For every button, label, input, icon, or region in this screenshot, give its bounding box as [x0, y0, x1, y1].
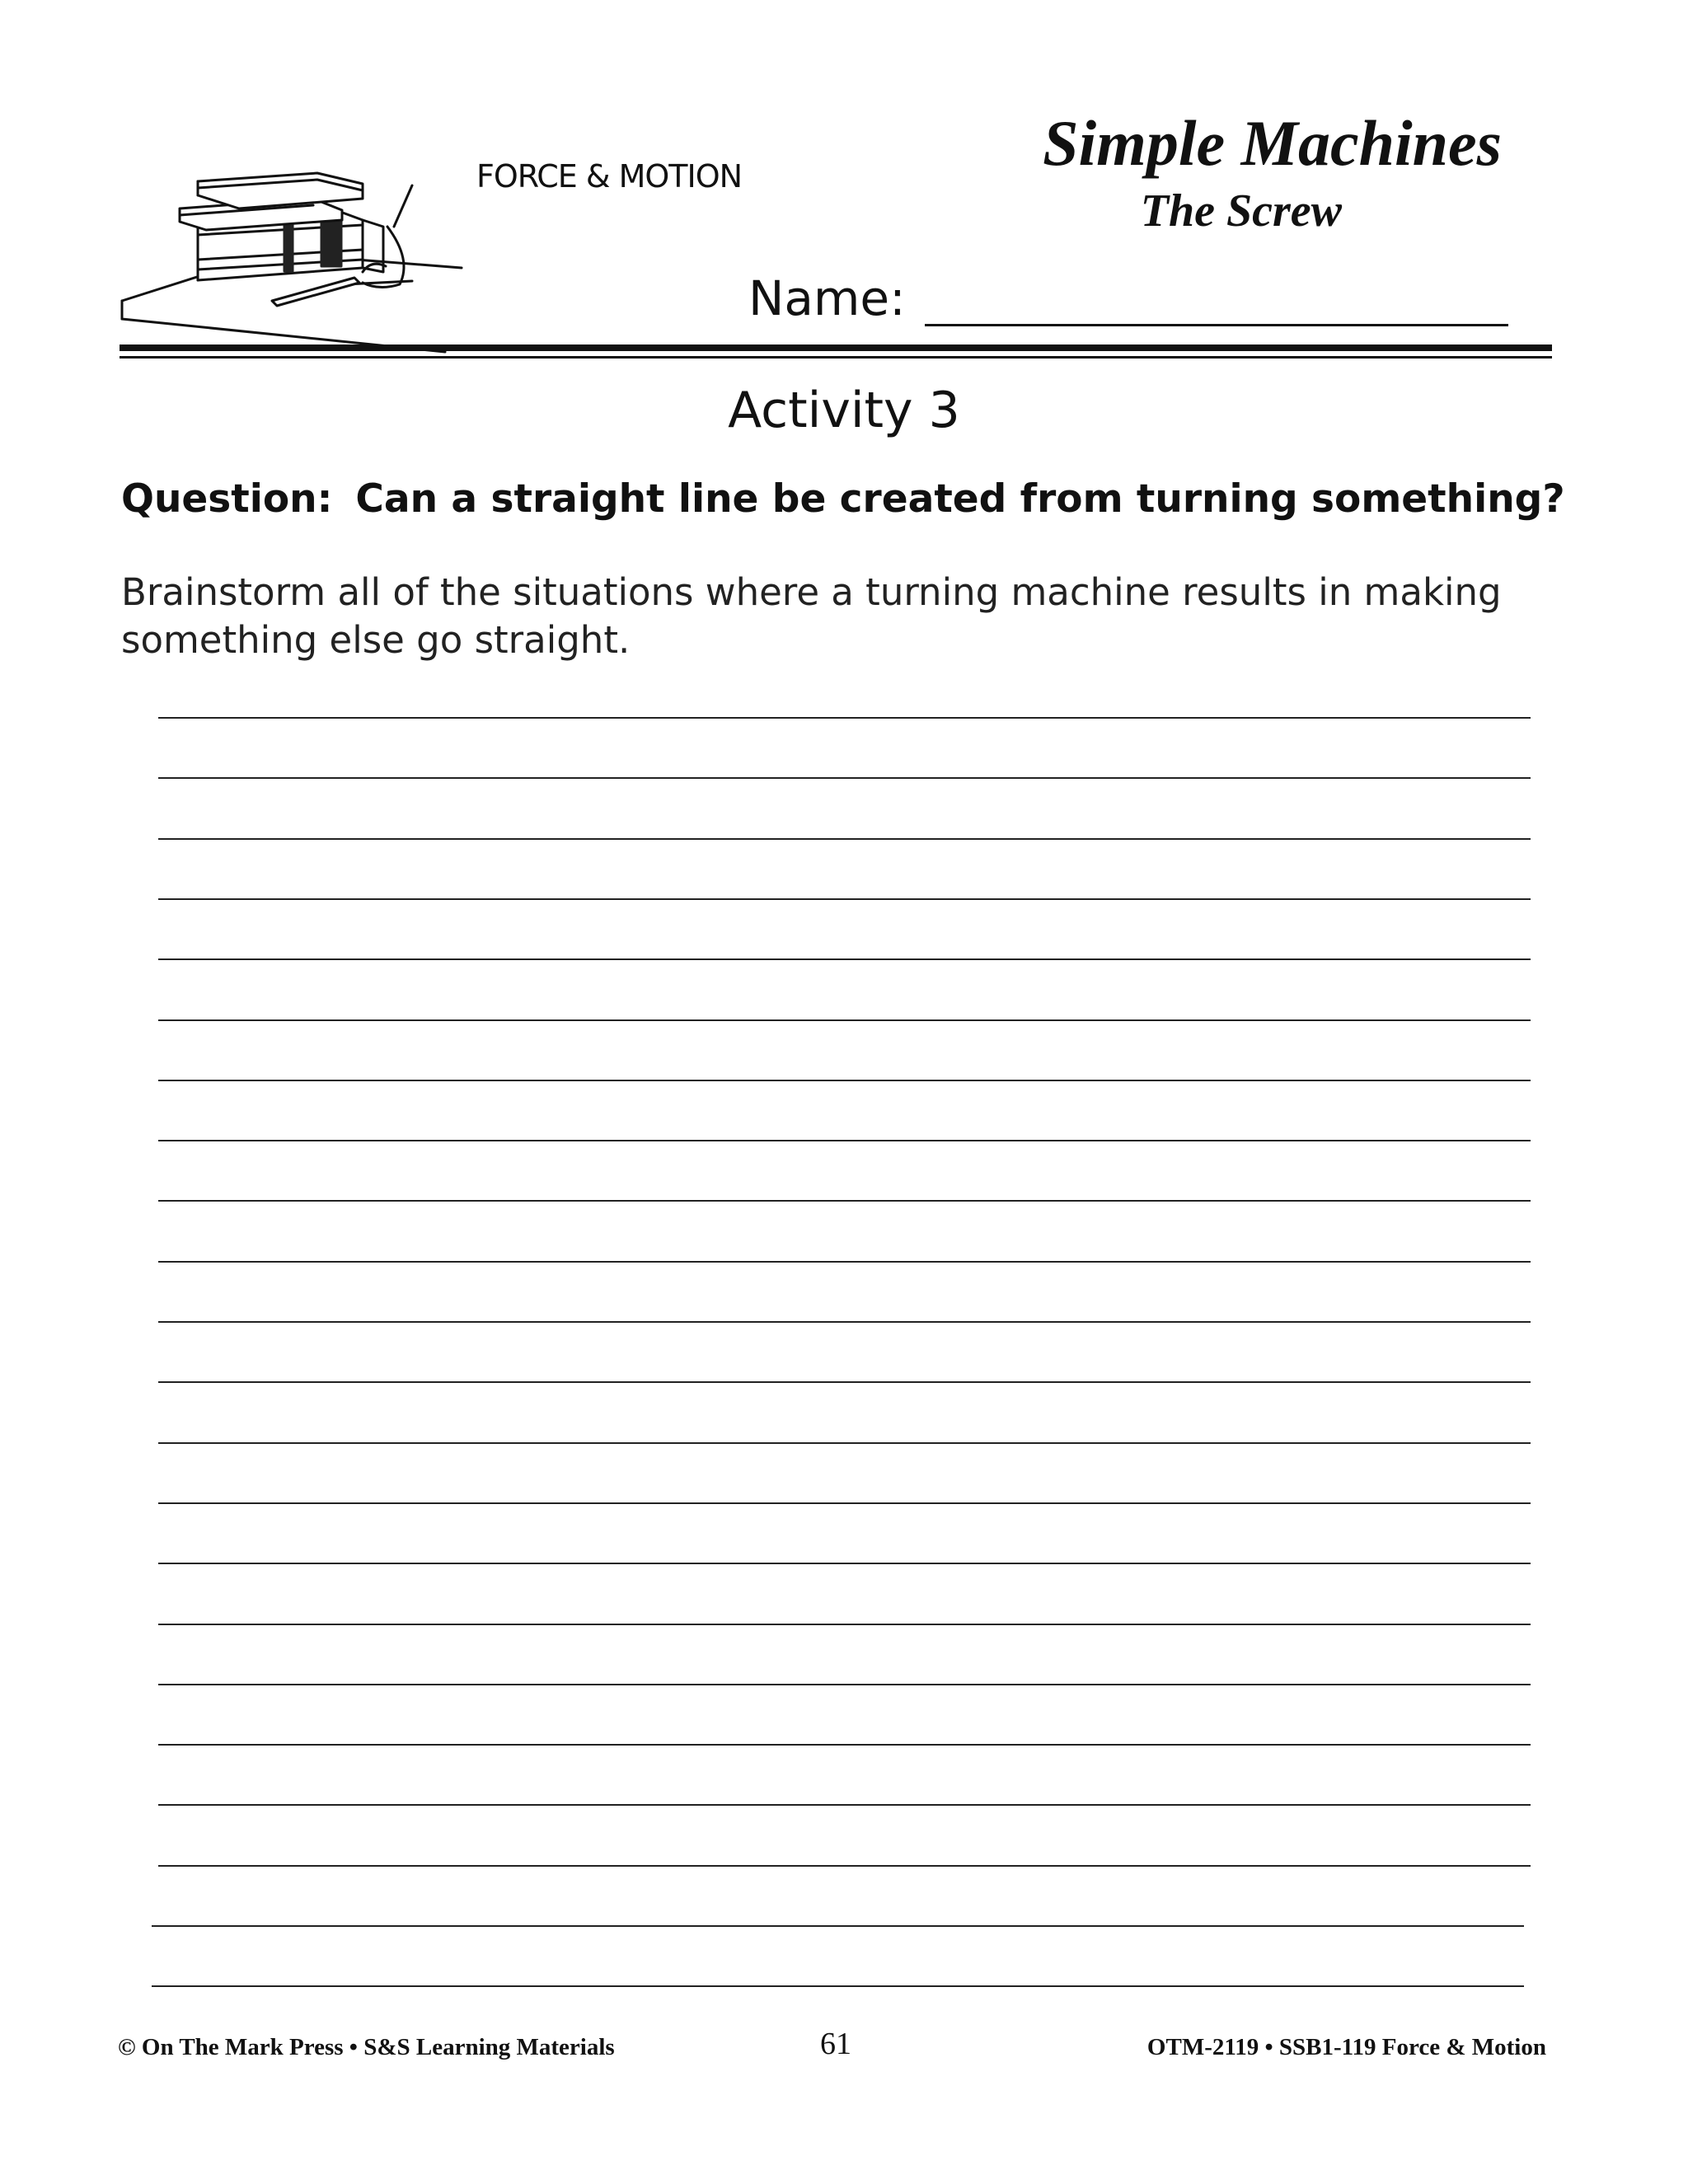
writing-line[interactable]	[158, 1865, 1531, 1867]
writing-line[interactable]	[158, 1624, 1531, 1625]
writing-line[interactable]	[158, 717, 1531, 719]
writing-line[interactable]	[158, 1261, 1531, 1263]
instructions-line-2: something else go straight.	[121, 618, 631, 662]
name-label: Name:	[748, 270, 906, 326]
question-label: Question:	[121, 476, 333, 522]
writing-line[interactable]	[158, 1744, 1531, 1746]
writing-line[interactable]	[158, 1502, 1531, 1504]
writing-line[interactable]	[158, 1080, 1531, 1081]
page-subtitle: The Screw	[1140, 185, 1342, 237]
writing-line[interactable]	[158, 1684, 1531, 1685]
writing-line[interactable]	[158, 898, 1531, 900]
writing-line[interactable]	[158, 777, 1531, 779]
writing-line[interactable]	[152, 1985, 1524, 1987]
writing-line[interactable]	[158, 1019, 1531, 1021]
writing-line[interactable]	[158, 1321, 1531, 1323]
writing-line[interactable]	[158, 958, 1531, 960]
writing-line[interactable]	[158, 838, 1531, 840]
footer-product-code: OTM-2119 • SSB1-119 Force & Motion	[1146, 2034, 1546, 2060]
page-title: Simple Machines	[1043, 107, 1502, 179]
page-number: 61	[820, 2027, 851, 2061]
writing-line[interactable]	[158, 1200, 1531, 1202]
brand-label: FORCE & MOTION	[476, 158, 743, 194]
instructions-line-1: Brainstorm all of the situations where a turning machine results in making	[121, 570, 1502, 614]
writing-line[interactable]	[158, 1442, 1531, 1444]
writing-line[interactable]	[158, 1381, 1531, 1383]
question-text: Can a straight line be created from turning something?	[355, 476, 1565, 522]
writing-line[interactable]	[152, 1925, 1524, 1927]
activity-heading: Activity 3	[728, 382, 960, 439]
footer-copyright: © On The Mark Press • S&S Learning Materials	[118, 2034, 615, 2060]
writing-line[interactable]	[158, 1804, 1531, 1806]
writing-line[interactable]	[158, 1140, 1531, 1141]
writing-line[interactable]	[158, 1563, 1531, 1564]
